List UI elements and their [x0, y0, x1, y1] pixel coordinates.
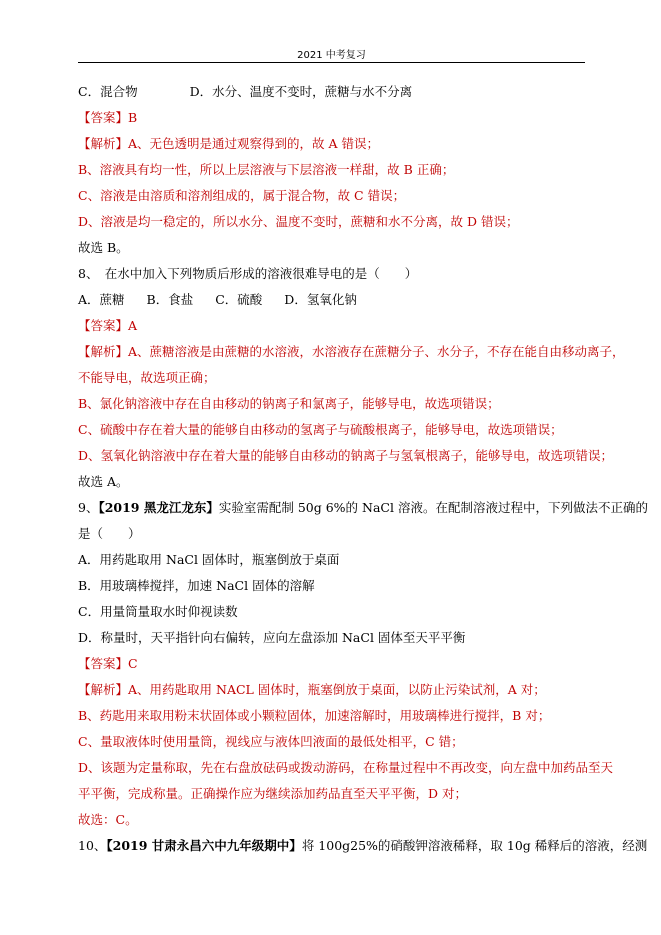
text-line: B、药匙用来取用粉末状固体或小颗粒固体，加速溶解时，用玻璃棒进行搅拌，B 对； — [78, 708, 551, 723]
text-segment: 10、 — [78, 838, 107, 853]
text-line: D、氢氧化钠溶液中存在着大量的能够自由移动的钠离子与氢氧根离子，能够导电，故选项错误； — [78, 448, 614, 463]
header-rule — [78, 62, 585, 63]
source-tag: 【2019 黑龙江龙东】 — [98, 500, 219, 515]
text-line: D、溶液是均一稳定的，所以水分、温度不变时，蔗糖和水不分离，故 D 错误； — [78, 214, 519, 229]
text-line: B、氯化钠溶液中存在自由移动的钠离子和氯离子，能够导电，故选项错误； — [78, 396, 500, 411]
text-line: D．称量时，天平指针向右偏转，应向左盘添加 NaCl 固体至天平平衡 — [78, 630, 466, 645]
text-line: C、硫酸中存在着大量的能够自由移动的氢离子与硫酸根离子，能够导电，故选项错误； — [78, 422, 563, 437]
text-line: A．用药匙取用 NaCl 固体时，瓶塞倒放于桌面 — [78, 552, 340, 567]
text-line: 【答案】C — [78, 656, 138, 671]
text-line: C、溶液是由溶质和溶剂组成的，属于混合物，故 C 错误； — [78, 188, 406, 203]
text-segment: D．水分、温度不变时，蔗糖与水不分离 — [189, 84, 413, 99]
text-line: D、该题为定量称取，先在右盘放砝码或拨动游码，在称量过程中不再改变，向左盘中加药品至天 — [78, 760, 614, 775]
text-line: 【答案】A — [78, 318, 138, 333]
text-segment: 9、 — [78, 500, 99, 515]
text-line: 故选 A。 — [78, 474, 129, 489]
text-line: 【解析】A、用药匙取用 NACL 固体时，瓶塞倒放于桌面，以防止污染试剂，A 对； — [78, 682, 546, 697]
text-line — [78, 84, 412, 100]
text-segment: D．氢氧化钠 — [284, 292, 357, 307]
header-title: 2021 中考复习 — [297, 50, 366, 61]
text-line — [78, 500, 648, 516]
text-line: B、溶液具有均一性，所以上层溶液与下层溶液一样甜，故 B 正确； — [78, 162, 455, 177]
text-line — [78, 292, 357, 308]
text-segment: C．硫酸 — [215, 292, 263, 307]
text-line: 不能导电，故选项正确； — [78, 370, 216, 385]
text-line: 故选 B。 — [78, 240, 129, 255]
text-line: 平平衡，完成称量。正确操作应为继续添加药品直至天平平衡，D 对； — [78, 786, 467, 801]
source-tag: 【2019 甘肃永昌六中九年级期中】 — [106, 838, 302, 853]
text-segment: 实验室需配制 50g 6%的 NaCl 溶液。在配制溶液过程中，下列做法不正确的 — [218, 500, 648, 515]
text-segment: B．食盐 — [146, 292, 194, 307]
text-line: 故选：C。 — [78, 812, 138, 827]
text-segment: A．蔗糖 — [78, 292, 125, 307]
text-line: 【答案】B — [78, 110, 138, 125]
text-line: B．用玻璃棒搅拌，加速 NaCl 固体的溶解 — [78, 578, 315, 593]
text-line: C、量取液体时使用量筒，视线应与液体凹液面的最低处相平，C 错； — [78, 734, 464, 749]
text-line — [78, 838, 647, 854]
text-line: C．用量筒量取水时仰视读数 — [78, 604, 238, 619]
text-line: 【解析】A、无色透明是通过观察得到的，故 A 错误； — [78, 136, 380, 151]
text-segment: 将 100g25%的硝酸钾溶液稀释，取 10g 稀释后的溶液，经测 — [301, 838, 648, 853]
text-line: 【解析】A、蔗糖溶液是由蔗糖的水溶液，水溶液存在蔗糖分子、水分子，不存在能自由移动离子， — [78, 344, 625, 359]
text-line: 是（ ） — [78, 526, 141, 541]
text-line: 8、 在水中加入下列物质后形成的溶液很难导电的是（ ） — [78, 266, 418, 281]
text-segment: C．混合物 — [78, 84, 138, 99]
